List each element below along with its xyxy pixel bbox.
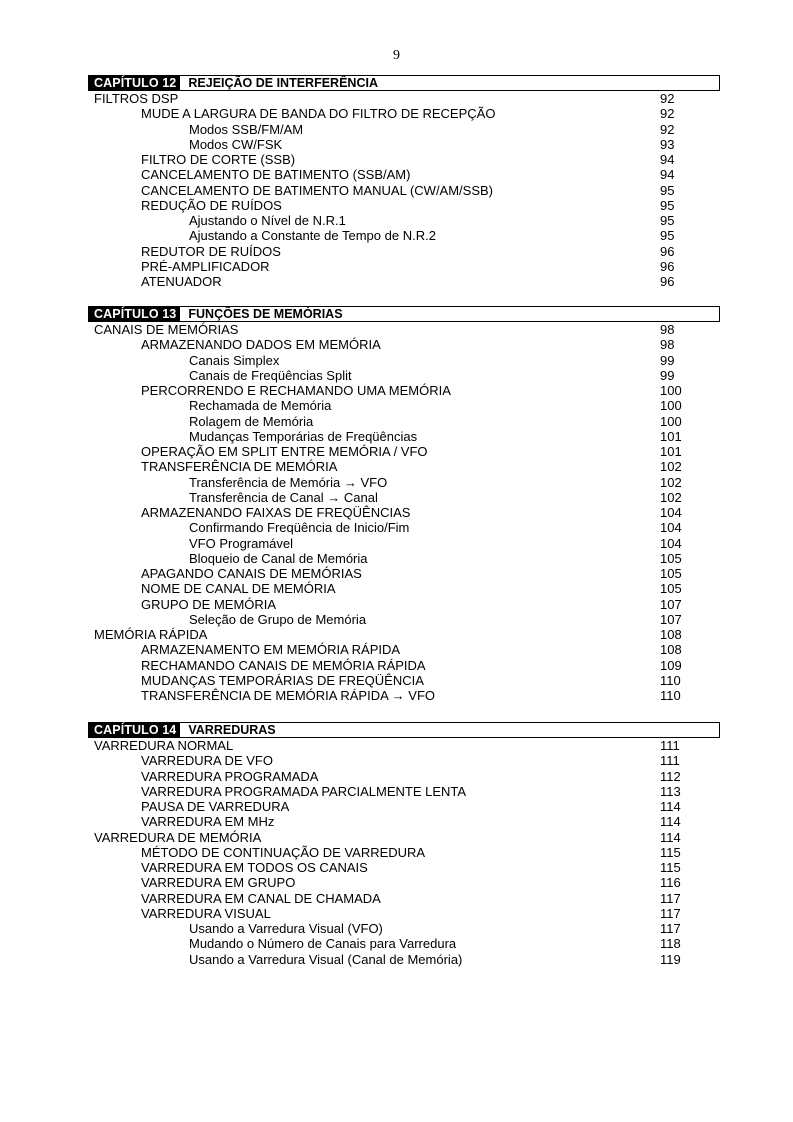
toc-entry-page-number: 105 xyxy=(660,581,682,597)
toc-entry-page-number: 95 xyxy=(660,197,675,213)
toc-entry-page-number: 95 xyxy=(660,213,675,228)
toc-entry xyxy=(88,429,720,444)
toc-entry-title: MUDE A LARGURA DE BANDA DO FILTRO DE RECEPÇÃO xyxy=(141,106,496,122)
toc-entry xyxy=(88,830,720,845)
toc-entry xyxy=(88,658,720,673)
toc-entry-page-number: 111 xyxy=(660,753,680,769)
toc-entry-list xyxy=(88,738,720,967)
toc-entry xyxy=(88,368,720,383)
toc-entry-page-number: 110 xyxy=(660,672,681,688)
toc-entry-title: VARREDURA EM TODOS OS CANAIS xyxy=(141,860,368,875)
toc-entry-title: Transferência de Canal → Canal xyxy=(189,489,378,505)
toc-entry-title: MEMÓRIA RÁPIDA xyxy=(94,627,208,642)
toc-entry-title: PERCORRENDO E RECHAMANDO UMA MEMÓRIA xyxy=(141,383,451,398)
toc-entry-page-number: 96 xyxy=(660,258,675,274)
toc-entry-title: Rolagem de Memória xyxy=(189,413,314,429)
toc-entry xyxy=(88,91,720,106)
toc-entry-title: VARREDURA VISUAL xyxy=(141,905,271,921)
toc-entry-page-number: 114 xyxy=(660,799,681,814)
toc-entry xyxy=(88,566,720,581)
toc-entry-title: NOME DE CANAL DE MEMÓRIA xyxy=(141,581,336,597)
toc-entry-title: Rechamada de Memória xyxy=(189,398,332,414)
toc-entry xyxy=(88,921,720,936)
toc-entry xyxy=(88,274,720,289)
toc-entry-page-number: 92 xyxy=(660,121,675,137)
toc-entry-page-number: 98 xyxy=(660,322,675,337)
toc-entry-page-number: 94 xyxy=(660,167,675,183)
toc-entry-title: Modos CW/FSK xyxy=(189,136,283,152)
toc-entry xyxy=(88,627,720,642)
toc-entry xyxy=(88,122,720,137)
toc-entry xyxy=(88,845,720,860)
toc-entry-page-number: 111 xyxy=(660,738,680,753)
toc-entry-page-number: 105 xyxy=(660,566,682,581)
toc-entry-page-number: 99 xyxy=(660,367,675,383)
chapter-header xyxy=(88,722,720,738)
toc-entry xyxy=(88,152,720,167)
toc-entry-title: Canais de Freqüências Split xyxy=(189,367,352,383)
toc-entry-title: VARREDURA DE VFO xyxy=(141,753,273,769)
toc-entry-title: MÉTODO DE CONTINUAÇÃO DE VARREDURA xyxy=(141,844,426,860)
toc-entry-page-number: 101 xyxy=(660,444,682,459)
toc-entry xyxy=(88,490,720,505)
toc-entry-title: Usando a Varredura Visual (VFO) xyxy=(189,921,383,936)
chapter-title: FUNÇÕES DE MEMÓRIAS xyxy=(188,307,343,321)
chapter-title: REJEIÇÃO DE INTERFERÊNCIA xyxy=(188,76,378,90)
toc-entry-page-number: 107 xyxy=(660,596,682,612)
toc-entry xyxy=(88,597,720,612)
toc-entry xyxy=(88,952,720,967)
toc-entry-page-number: 104 xyxy=(660,505,682,520)
toc-entry xyxy=(88,444,720,459)
toc-entry-title: VARREDURA EM CANAL DE CHAMADA xyxy=(141,890,381,906)
toc-entry-title: MUDANÇAS TEMPORÁRIAS DE FREQÜÊNCIA xyxy=(141,672,424,688)
toc-entry-page-number: 102 xyxy=(660,474,682,490)
toc-entry-page-number: 114 xyxy=(660,829,681,845)
toc-entry xyxy=(88,183,720,198)
toc-entry-title: REDUÇÃO DE RUÍDOS xyxy=(141,197,282,213)
toc-entry xyxy=(88,106,720,121)
toc-entry xyxy=(88,259,720,274)
toc-entry xyxy=(88,906,720,921)
toc-entry-title: Confirmando Freqüência de Inicio/Fim xyxy=(189,520,410,536)
toc-entry xyxy=(88,322,720,337)
toc-entry-title: Mudando o Número de Canais para Varredura xyxy=(189,936,457,952)
chapter-title: VARREDURAS xyxy=(188,723,276,737)
toc-entry-title: FILTROS DSP xyxy=(94,91,179,106)
chapter-number-label: CAPÍTULO 13 xyxy=(89,307,180,321)
toc-entry-page-number: 96 xyxy=(660,243,675,259)
toc-entry-page-number: 116 xyxy=(660,875,681,891)
toc-entry xyxy=(88,398,720,413)
toc-entry xyxy=(88,551,720,566)
toc-entry xyxy=(88,228,720,243)
toc-entry-page-number: 96 xyxy=(660,274,675,289)
toc-entry-page-number: 119 xyxy=(660,951,681,967)
page-number: 9 xyxy=(393,48,400,63)
toc-entry-title: TRANSFERÊNCIA DE MEMÓRIA RÁPIDA → VFO xyxy=(141,688,435,703)
toc-entry xyxy=(88,520,720,535)
toc-entry xyxy=(88,860,720,875)
toc-entry-title: CANAIS DE MEMÓRIAS xyxy=(94,322,239,337)
toc-entry-title: FILTRO DE CORTE (SSB) xyxy=(141,152,296,167)
toc-entry xyxy=(88,784,720,799)
toc-entry xyxy=(88,337,720,352)
toc-entry xyxy=(88,738,720,753)
toc-entry-page-number: 117 xyxy=(660,890,681,906)
toc-entry-title: ARMAZENANDO FAIXAS DE FREQÜÊNCIAS xyxy=(141,505,411,520)
chapter-12-section xyxy=(88,75,720,289)
toc-entry xyxy=(88,753,720,768)
toc-entry-page-number: 102 xyxy=(660,459,682,475)
toc-entry-page-number: 109 xyxy=(660,657,682,673)
toc-entry-page-number: 104 xyxy=(660,535,682,551)
toc-entry-page-number: 92 xyxy=(660,106,675,122)
toc-entry-title: VARREDURA PROGRAMADA PARCIALMENTE LENTA xyxy=(141,783,467,799)
toc-entry xyxy=(88,673,720,688)
toc-entry xyxy=(88,536,720,551)
toc-entry-title: VARREDURA EM MHz xyxy=(141,814,275,830)
toc-entry-page-number: 118 xyxy=(660,936,681,952)
toc-entry-page-number: 100 xyxy=(660,383,682,398)
toc-entry-page-number: 107 xyxy=(660,611,682,627)
toc-entry xyxy=(88,198,720,213)
toc-entry-title: ATENUADOR xyxy=(141,274,222,289)
toc-entry-title: Usando a Varredura Visual (Canal de Memória) xyxy=(189,951,463,967)
toc-entry-page-number: 95 xyxy=(660,228,675,244)
toc-entry-title: Mudanças Temporárias de Freqüências xyxy=(189,428,418,444)
toc-entry xyxy=(88,936,720,951)
toc-entry xyxy=(88,875,720,890)
toc-entry xyxy=(88,581,720,596)
toc-entry-list xyxy=(88,91,720,289)
toc-entry-page-number: 104 xyxy=(660,520,682,536)
toc-entry-page-number: 117 xyxy=(660,905,681,921)
toc-entry-page-number: 98 xyxy=(660,337,675,353)
toc-entry-title: PAUSA DE VARREDURA xyxy=(141,799,290,814)
toc-entry-title: VARREDURA EM GRUPO xyxy=(141,875,296,891)
chapter-number-label: CAPÍTULO 12 xyxy=(89,76,180,90)
toc-entry-page-number: 100 xyxy=(660,413,682,429)
toc-entry xyxy=(88,213,720,228)
toc-entry-title: TRANSFERÊNCIA DE MEMÓRIA xyxy=(141,459,338,475)
toc-entry-page-number: 114 xyxy=(660,814,681,830)
chapter-header xyxy=(88,75,720,91)
toc-entry-page-number: 102 xyxy=(660,489,682,505)
toc-entry-title: Bloqueio de Canal de Memória xyxy=(189,550,368,566)
toc-entry-title: PRÉ-AMPLIFICADOR xyxy=(141,258,270,274)
toc-entry xyxy=(88,383,720,398)
toc-entry xyxy=(88,769,720,784)
toc-entry xyxy=(88,137,720,152)
toc-entry-page-number: 95 xyxy=(660,182,675,198)
toc-entry-title: RECHAMANDO CANAIS DE MEMÓRIA RÁPIDA xyxy=(141,657,426,673)
toc-entry-title: OPERAÇÃO EM SPLIT ENTRE MEMÓRIA / VFO xyxy=(141,444,428,459)
chapter-14-section xyxy=(88,722,720,967)
toc-entry-list xyxy=(88,322,720,703)
toc-entry xyxy=(88,612,720,627)
chapter-13-section xyxy=(88,306,720,703)
toc-entry-page-number: 105 xyxy=(660,550,682,566)
toc-entry-page-number: 108 xyxy=(660,627,682,642)
toc-entry xyxy=(88,353,720,368)
toc-entry-page-number: 112 xyxy=(660,768,681,784)
toc-entry-title: Ajustando a Constante de Tempo de N.R.2 xyxy=(189,228,436,244)
toc-entry-page-number: 100 xyxy=(660,398,682,414)
toc-entry-page-number: 93 xyxy=(660,136,675,152)
toc-entry xyxy=(88,799,720,814)
chapter-number-label: CAPÍTULO 14 xyxy=(89,723,180,737)
chapter-header xyxy=(88,306,720,322)
toc-entry xyxy=(88,167,720,182)
toc-entry-page-number: 101 xyxy=(660,428,682,444)
toc-entry-title: VARREDURA NORMAL xyxy=(94,738,234,753)
toc-entry-title: VFO Programável xyxy=(189,535,294,551)
toc-entry-title: CANCELAMENTO DE BATIMENTO (SSB/AM) xyxy=(141,167,411,183)
toc-entry-title: Transferência de Memória → VFO xyxy=(189,474,388,490)
toc-entry-title: VARREDURA PROGRAMADA xyxy=(141,768,319,784)
toc-entry xyxy=(88,642,720,657)
toc-entry-page-number: 113 xyxy=(660,783,681,799)
toc-entry xyxy=(88,459,720,474)
toc-entry xyxy=(88,688,720,703)
toc-entry-page-number: 117 xyxy=(660,921,681,936)
toc-entry-title: Ajustando o Nível de N.R.1 xyxy=(189,213,346,228)
toc-entry-title: Modos SSB/FM/AM xyxy=(189,121,304,137)
toc-entry xyxy=(88,505,720,520)
toc-entry-title: GRUPO DE MEMÓRIA xyxy=(141,596,277,612)
toc-entry-title: Canais Simplex xyxy=(189,352,280,368)
toc-entry-page-number: 94 xyxy=(660,152,675,167)
toc-entry xyxy=(88,891,720,906)
toc-entry-page-number: 110 xyxy=(660,688,681,703)
toc-entry-title: VARREDURA DE MEMÓRIA xyxy=(94,829,262,845)
toc-entry-title: REDUTOR DE RUÍDOS xyxy=(141,243,281,259)
toc-entry xyxy=(88,244,720,259)
toc-entry-title: ARMAZENAMENTO EM MEMÓRIA RÁPIDA xyxy=(141,642,401,658)
toc-entry-page-number: 115 xyxy=(660,860,681,875)
toc-entry-page-number: 108 xyxy=(660,642,682,658)
toc-entry-page-number: 115 xyxy=(660,844,681,860)
toc-entry-page-number: 99 xyxy=(660,352,675,368)
toc-entry-title: Seleção de Grupo de Memória xyxy=(189,611,367,627)
toc-entry xyxy=(88,414,720,429)
toc-entry xyxy=(88,475,720,490)
toc-entry-title: CANCELAMENTO DE BATIMENTO MANUAL (CW/AM/SSB) xyxy=(141,182,494,198)
toc-entry-title: APAGANDO CANAIS DE MEMÓRIAS xyxy=(141,566,362,581)
toc-entry-page-number: 92 xyxy=(660,91,675,106)
toc-entry-title: ARMAZENANDO DADOS EM MEMÓRIA xyxy=(141,337,381,353)
toc-entry xyxy=(88,814,720,829)
